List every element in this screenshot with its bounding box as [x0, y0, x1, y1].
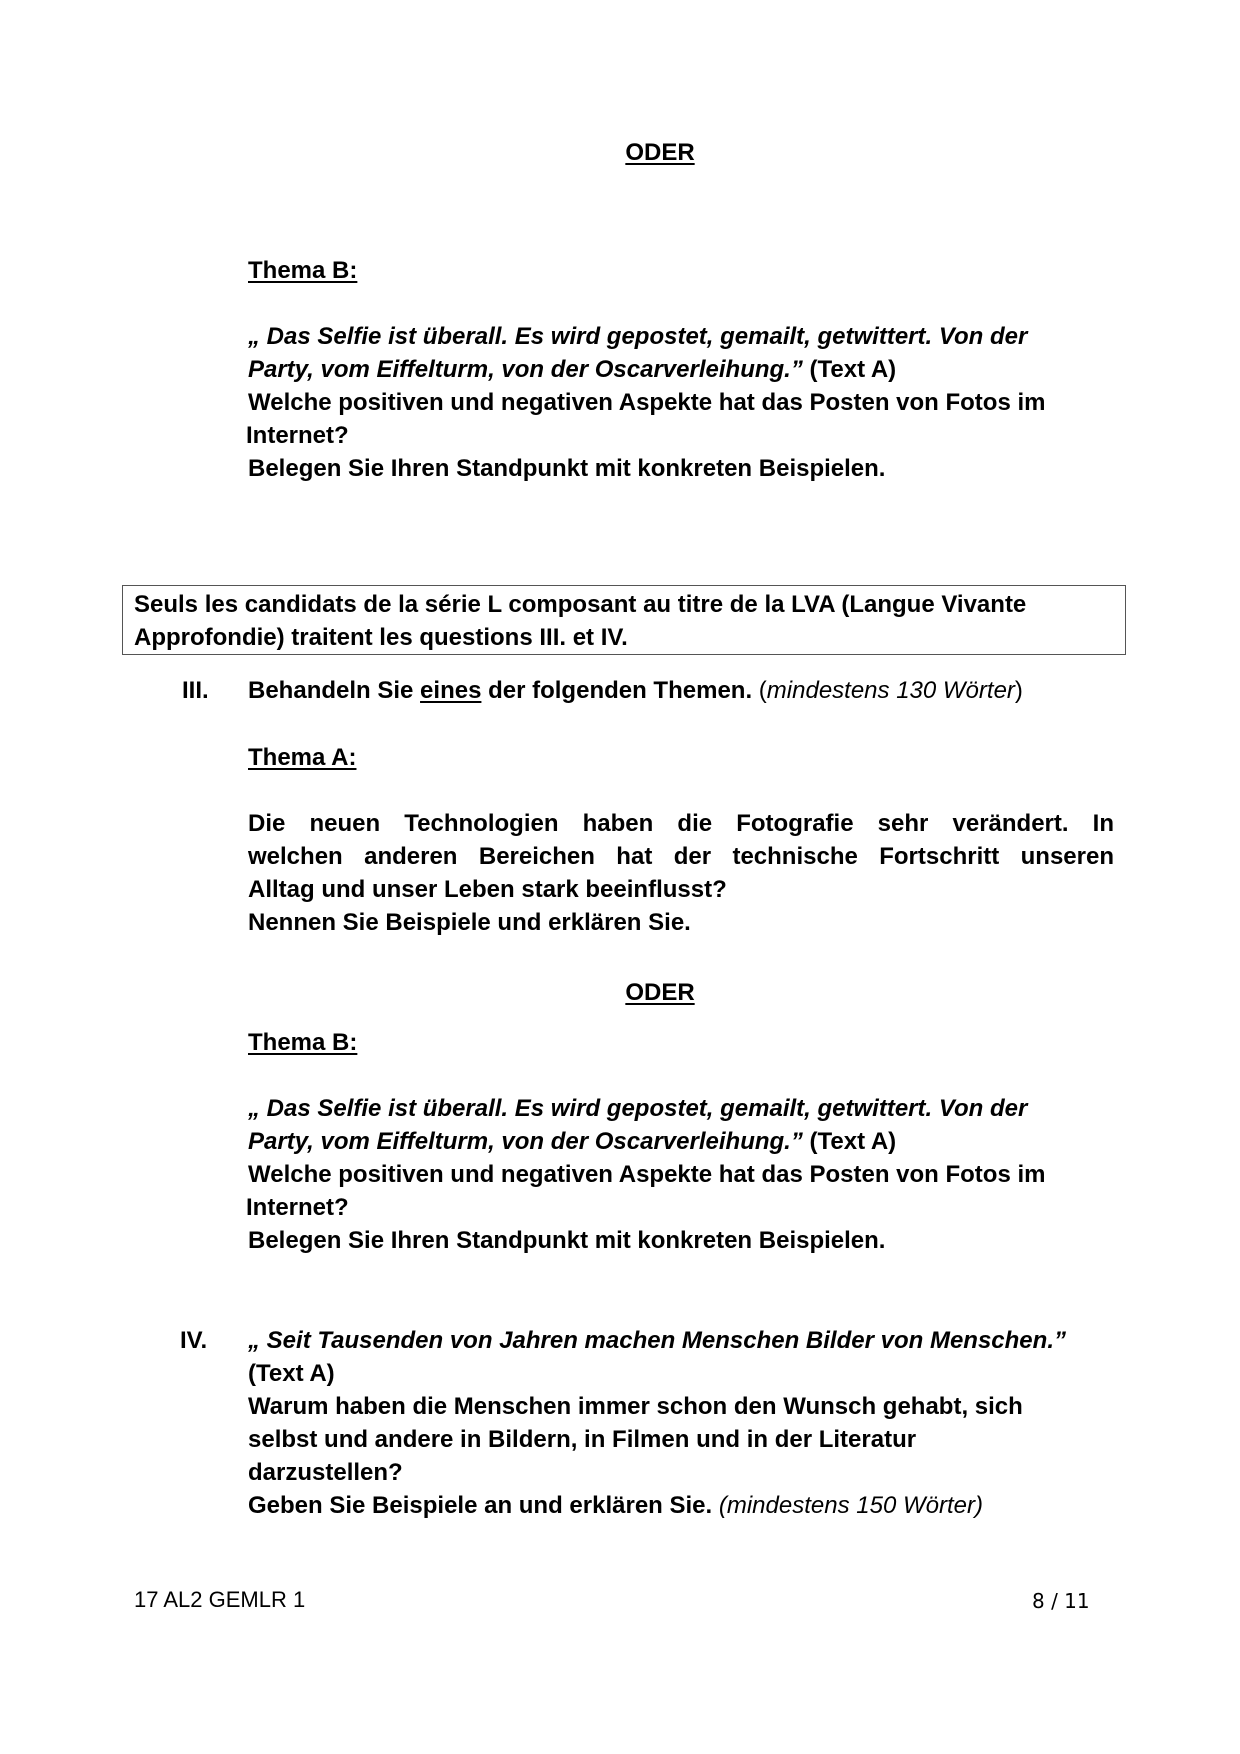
thema-b-quote-line2 [248, 353, 896, 386]
section-iii-word-count: (mindestens 130 Wörter) [758, 677, 1023, 704]
thema-b2-question-line2: Internet? [246, 1194, 349, 1221]
section-iii-number: III. [182, 677, 209, 704]
thema-b-quote-source: (Text A) [809, 356, 897, 383]
section-iv-question-line1: Warum haben die Menschen immer schon den Wunsch gehabt, sich [248, 1393, 1023, 1420]
thema-b-question-line2: Internet? [246, 422, 349, 449]
section-iii-prompt [248, 674, 1023, 707]
footer-page-number: 8 / 11 [1032, 1589, 1090, 1613]
section-iii-prompt-before: Behandeln Sie [248, 677, 414, 704]
section-iii-prompt-underlined: eines [420, 677, 482, 704]
thema-b2-question-line1: Welche positiven und negativen Aspekte hat das Posten von Fotos im [248, 1161, 1046, 1188]
thema-a-heading: Thema A: [248, 744, 357, 771]
thema-b2-quote-line1: „ Das Selfie ist überall. Es wird gepostet, gemailt, getwittert. Von der [248, 1095, 1028, 1122]
thema-b2-heading: Thema B: [248, 1029, 358, 1056]
section-iv-instruction-line [248, 1489, 983, 1522]
thema-a-line3: Alltag und unser Leben stark beeinflusst? [248, 876, 727, 903]
section-iv-question-line2: selbst und andere in Bildern, in Filmen und in der Literatur [248, 1426, 917, 1453]
section-iv-number: IV. [180, 1327, 208, 1354]
section-iv-quote-source: (Text A) [248, 1360, 335, 1387]
thema-b2-quote-line2 [248, 1125, 896, 1158]
footer-exam-code: 17 AL2 GEMLR 1 [134, 1587, 306, 1612]
thema-b-heading: Thema B: [248, 257, 358, 284]
thema-b-quote-text: Party, vom Eiffelturm, von der Oscarverleihung.” [248, 356, 803, 383]
section-iii-prompt-after: der folgenden Themen. [488, 677, 753, 704]
section-iv-word-count: (mindestens 150 Wörter) [718, 1492, 983, 1519]
oder-separator-top: ODER [625, 139, 695, 166]
section-iv-instruction: Geben Sie Beispiele an und erklären Sie. [248, 1492, 713, 1519]
section-iv-quote: „ Seit Tausenden von Jahren machen Menschen Bilder von Menschen.” [248, 1327, 1066, 1354]
thema-a-line1: Die neuen Technologien haben die Fotografie sehr verändert. In [248, 810, 1114, 837]
section-iv-question-line3: darzustellen? [248, 1459, 403, 1486]
thema-b-question-line1: Welche positiven und negativen Aspekte hat das Posten von Fotos im [248, 389, 1046, 416]
thema-b2-quote-source: (Text A) [809, 1128, 897, 1155]
thema-b2-instruction: Belegen Sie Ihren Standpunkt mit konkreten Beispielen. [248, 1227, 886, 1254]
notice-line2: Approfondie) traitent les questions III. et IV. [134, 624, 628, 651]
oder-separator-middle: ODER [625, 979, 695, 1006]
notice-line1: Seuls les candidats de la série L composant au titre de la LVA (Langue Vivante [134, 591, 1027, 618]
thema-b-instruction: Belegen Sie Ihren Standpunkt mit konkreten Beispielen. [248, 455, 886, 482]
thema-b-quote-line1: „ Das Selfie ist überall. Es wird gepostet, gemailt, getwittert. Von der [248, 323, 1028, 350]
thema-a-line2: welchen anderen Bereichen hat der technische Fortschritt unseren [248, 843, 1114, 870]
thema-b2-quote-text: Party, vom Eiffelturm, von der Oscarverleihung.” [248, 1128, 803, 1155]
thema-a-line4: Nennen Sie Beispiele und erklären Sie. [248, 909, 691, 936]
